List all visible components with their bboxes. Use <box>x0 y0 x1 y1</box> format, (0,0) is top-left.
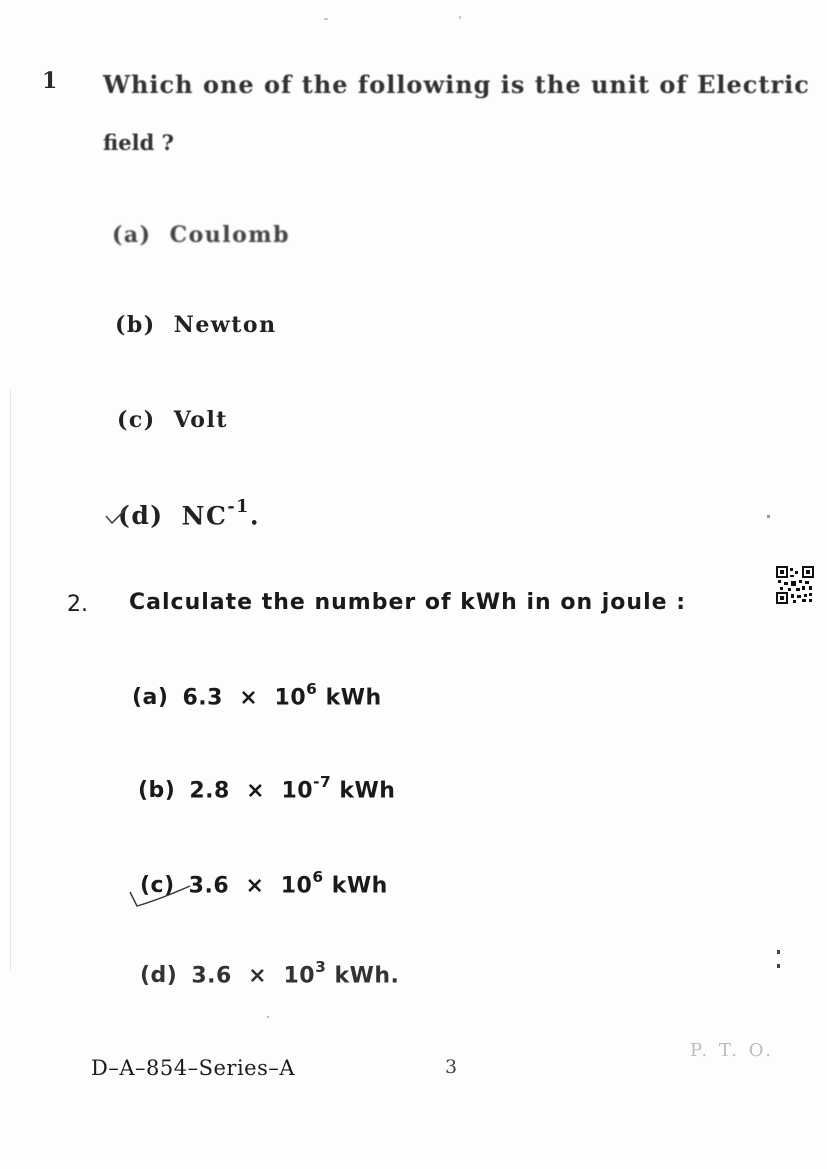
option-label: (a) <box>112 222 152 248</box>
option-label: (c) <box>117 407 156 433</box>
option-label: (c) <box>140 873 175 899</box>
scan-artifact <box>324 18 328 20</box>
option-mantissa: 2.8 <box>189 778 230 804</box>
question-1-text-line-2: field ? <box>103 130 174 155</box>
question-2-option-d <box>140 957 400 989</box>
question-1-number: 1 <box>42 68 58 94</box>
scan-artifact <box>459 16 461 19</box>
scan-artifact <box>777 950 780 954</box>
option-label: (a) <box>132 685 169 711</box>
option-unit: kWh <box>339 778 396 804</box>
option-times: × <box>245 873 265 899</box>
please-turn-over: P. T. O. <box>690 1040 775 1061</box>
option-times: × <box>239 685 259 711</box>
question-2-option-b <box>138 772 396 804</box>
option-exponent: -7 <box>313 772 332 791</box>
option-label: (d) <box>118 501 164 531</box>
option-unit: kWh <box>331 873 388 899</box>
option-exponent: -1 <box>227 497 250 518</box>
option-exponent: 6 <box>312 867 324 886</box>
check-mark-icon <box>128 880 198 910</box>
scan-artifact <box>767 515 770 518</box>
question-2-number: 2. <box>67 592 88 617</box>
option-suffix: . <box>390 963 400 989</box>
option-label: (d) <box>140 963 178 989</box>
check-mark-icon <box>104 506 130 526</box>
option-mantissa: 3.6 <box>191 963 232 989</box>
option-suffix: . <box>249 501 261 531</box>
scan-artifact <box>777 964 780 968</box>
option-text: Newton <box>173 312 277 338</box>
option-exponent: 3 <box>315 957 327 976</box>
option-base: 10 <box>274 685 307 711</box>
option-unit: kWh <box>325 685 382 711</box>
scan-artifact <box>267 1016 269 1018</box>
option-mantissa: 6.3 <box>182 685 223 711</box>
scan-artifact <box>10 390 11 970</box>
option-text: NC <box>181 501 228 531</box>
option-exponent: 6 <box>306 679 318 698</box>
question-1-option-c <box>117 407 228 433</box>
option-text: Coulomb <box>169 222 290 248</box>
question-1-option-b <box>115 312 277 338</box>
option-base: 10 <box>281 778 314 804</box>
option-mantissa: 3.6 <box>188 873 230 899</box>
option-label: (b) <box>115 312 156 338</box>
page-number: 3 <box>445 1056 458 1078</box>
option-unit: kWh <box>334 963 391 989</box>
option-base: 10 <box>283 963 316 989</box>
question-2-text: Calculate the number of kWh in on joule : <box>129 590 687 615</box>
option-text: Volt <box>173 407 228 433</box>
question-1-option-a <box>112 222 290 248</box>
question-1-option-d <box>118 497 261 531</box>
option-times: × <box>246 778 266 804</box>
question-2-option-a <box>132 679 382 711</box>
option-label: (b) <box>138 778 176 804</box>
paper-code: D–A–854–Series–A <box>91 1056 296 1080</box>
option-times: × <box>248 963 268 989</box>
question-1-text-line-1: Which one of the following is the unit of Electric <box>103 70 810 99</box>
qr-code-icon <box>776 566 814 604</box>
option-base: 10 <box>280 873 313 899</box>
